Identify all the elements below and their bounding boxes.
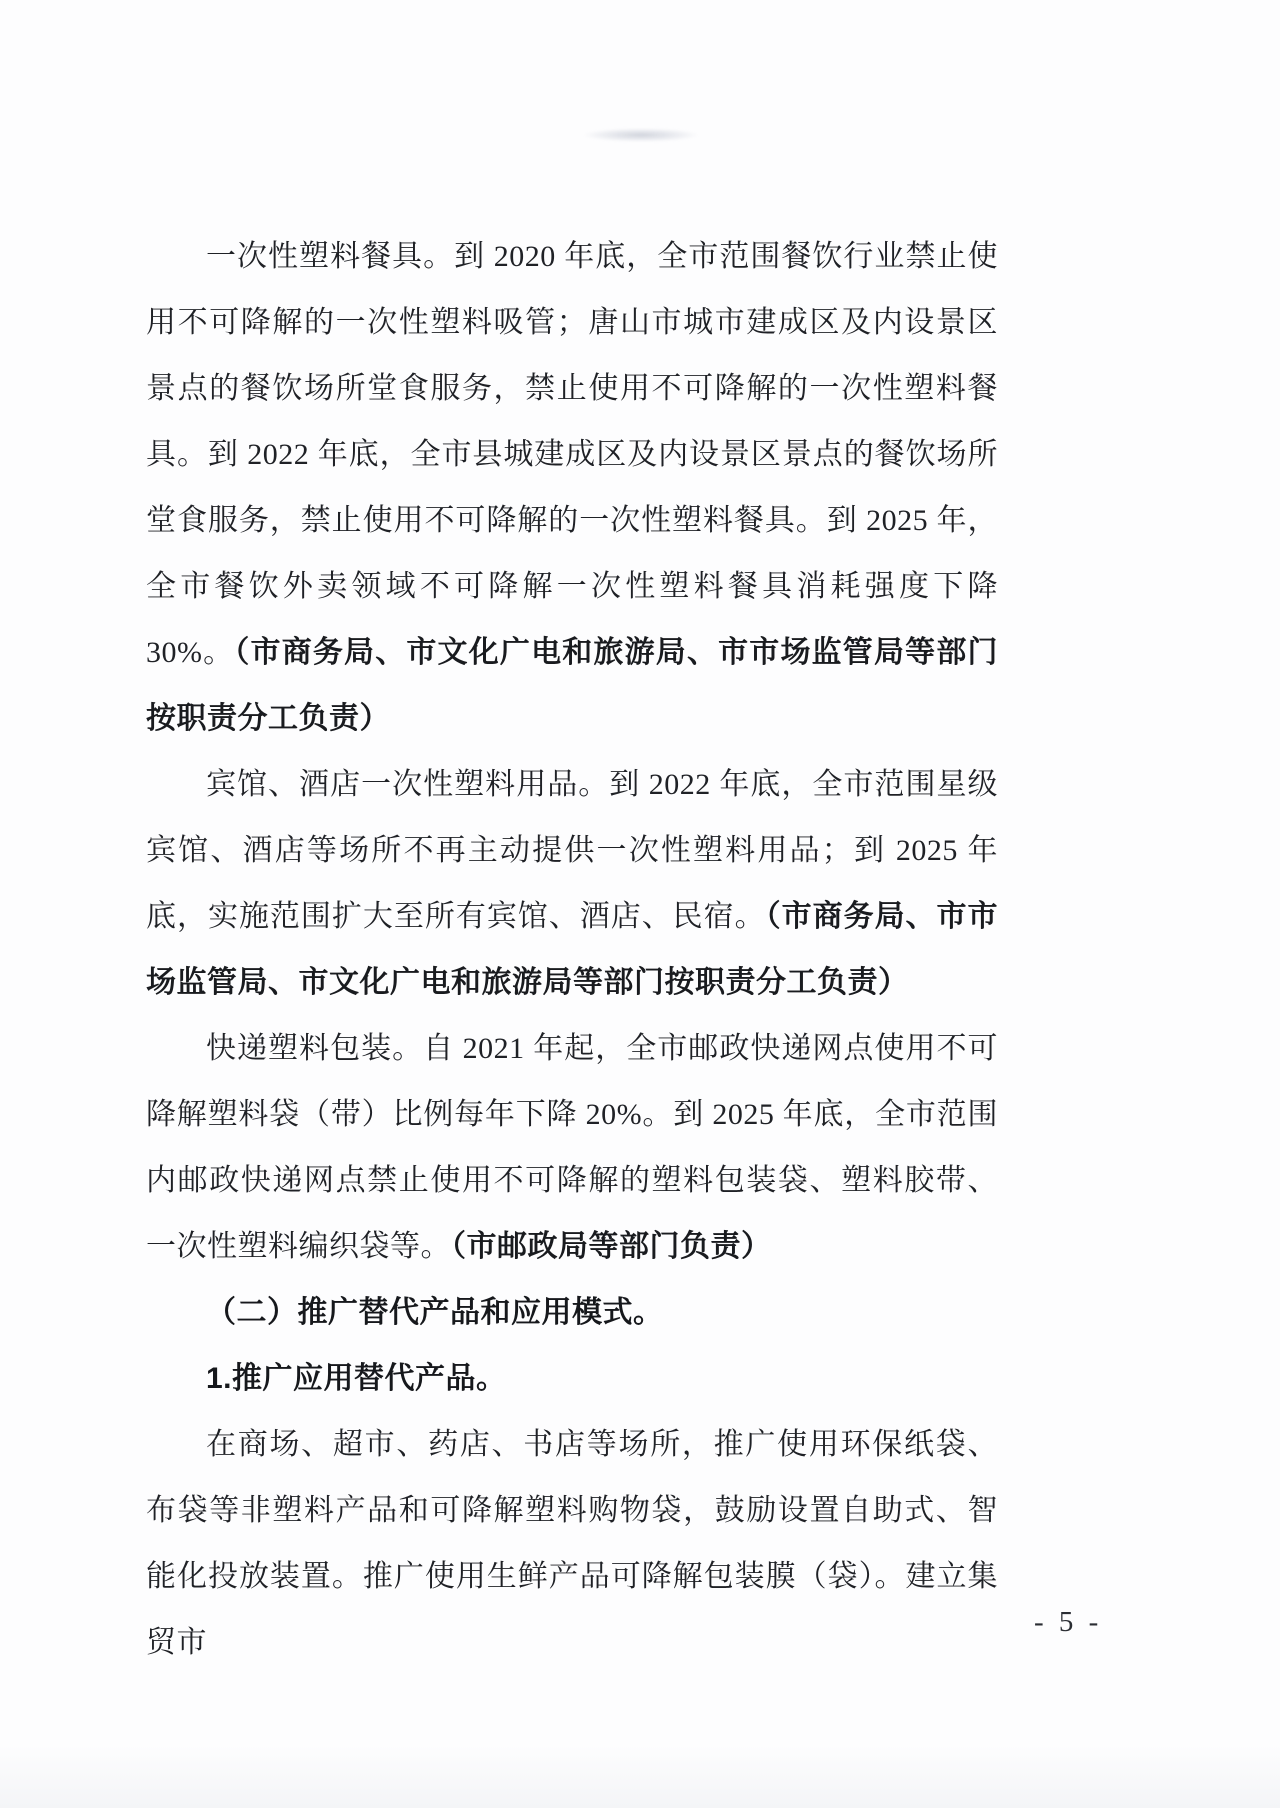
responsibility-clause: （市商务局、市文化广电和旅游局、市市场监管局等部门按职责分工负责）	[146, 636, 998, 735]
paragraph-text: 宾馆、酒店一次性塑料用品。到 2022 年底，全市范围星级宾馆、酒店等场所不再主动提供一次性塑料用品；到 2025 年底，实施范围扩大至所有宾馆、酒店、民宿。	[146, 768, 998, 933]
section-heading: （二）推广替代产品和应用模式。	[206, 1296, 664, 1329]
sub-section-heading: 1.推广应用替代产品。	[206, 1362, 507, 1395]
paragraph-alternative-products	[146, 1412, 998, 1676]
paragraph-text: 快递塑料包装。自 2021 年起，全市邮政快递网点使用不可降解塑料袋（带）比例每年下降 20%。到 2025 年底，全市范围内邮政快递网点禁止使用不可降解的塑料包装袋、塑料胶带、一次性塑料编织袋等。	[146, 1032, 998, 1263]
paragraph-disposable-plastic-tableware	[146, 224, 998, 752]
paragraph-text: 一次性塑料餐具。到 2020 年底，全市范围餐饮行业禁止使用不可降解的一次性塑料吸管；唐山市城市建成区及内设景区景点的餐饮场所堂食服务，禁止使用不可降解的一次性塑料餐具。到 2022 年底，全市县城建成区及内设景区景点的餐饮场所堂食服务，禁止使用不可降解的一次性塑料餐具。到 2025 年，全市餐饮外卖领域不可降解一次性塑料餐具消耗强度下降 30%。	[146, 240, 998, 669]
page-number: - 5 -	[1034, 1606, 1103, 1638]
paragraph-hotel-disposable-plastic-items	[146, 752, 998, 1016]
paragraph-express-plastic-packaging	[146, 1016, 998, 1280]
paragraph-text: 在商场、超市、药店、书店等场所，推广使用环保纸袋、布袋等非塑料产品和可降解塑料购物袋，鼓励设置自助式、智能化投放装置。推广使用生鲜产品可降解包装膜（袋）。建立集贸市	[146, 1428, 998, 1659]
responsibility-clause: （市商务局、市市场监管局、市文化广电和旅游局等部门按职责分工负责）	[146, 900, 999, 999]
responsibility-clause: （市邮政局等部门负责）	[451, 1230, 772, 1263]
scan-smudge-artifact	[583, 128, 699, 142]
document-body	[146, 224, 998, 1676]
